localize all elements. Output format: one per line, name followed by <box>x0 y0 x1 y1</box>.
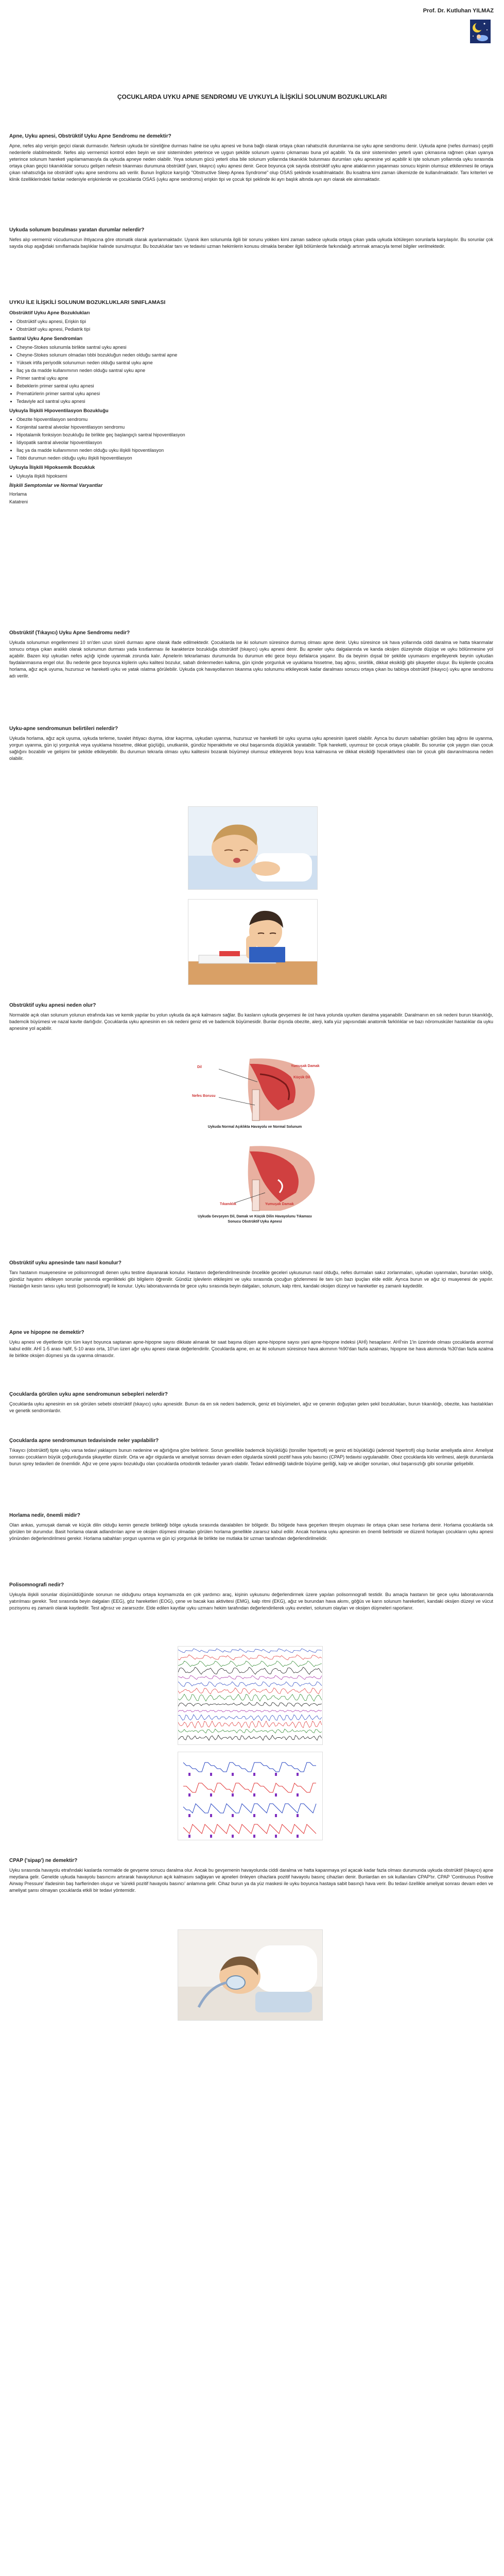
event-marker <box>188 1835 190 1838</box>
section-tedavi <box>9 1437 493 1470</box>
author-name: Prof. Dr. Kutluhan YILMAZ <box>423 8 494 14</box>
list-item: • Obstrüktif uyku apnesi, Pediatrik tipi <box>16 326 236 333</box>
group-obstruktif <box>9 310 236 333</box>
list-item: • Konjenital santral alveolar hipoventilasyon sendromu <box>16 424 236 431</box>
label-kucuk-dil: Küçük Dil <box>293 1076 310 1079</box>
moon-logo-icon <box>470 20 491 43</box>
event-marker <box>297 1835 299 1838</box>
event-marker <box>297 1814 299 1817</box>
polysomnography-tracing-image <box>178 1646 323 1745</box>
event-marker <box>232 1773 234 1776</box>
list-item: • Obstrüktif uyku apnesi, Erişkin tipi <box>16 318 236 325</box>
list-item: Katatreni <box>9 499 28 504</box>
section-paragraph: Olan ankas, yumuşak damak ve küçük dilin olduğu kemin genezle birlikteği bölge uykuda sırasında daralabilen bir bölgedir. Bu bölgede hava geçerken titreşim oluşması ile ortaya çıkan sese horlama denir. Horlama çocuklarda sık görülen bir durumdur. Basit horlama olarak adlandırılan apne ve oksijen düşmesi olmadan görülen horlama genellikle zararsız kabul edilir. Ancak horlama uyku apnesinin en önemli belirtisidir ve düzenli horlayan çocukların uyku apnesi yönünden değerlendirilmesi gerekir. Horlama sabahları yorgun uyanma ve gün içi yorgunluk ile birlikte ise mutlaka bir uzman tarafından değerlendirilmelidir. <box>9 1522 493 1541</box>
event-marker <box>253 1793 255 1797</box>
event-marker <box>253 1835 255 1838</box>
list-item: • Yüksek irtifa periyodik solunumun neden olduğu santral uyku apne <box>16 360 236 366</box>
section-heading: Obstrüktif uyku apnesinde tanı nasıl konulur? <box>9 1260 121 1266</box>
classification-list <box>9 299 236 506</box>
label-dil: Dil <box>197 1065 202 1069</box>
label-yumusak-damak: Yumuşak Damak <box>291 1064 320 1068</box>
event-marker <box>297 1793 299 1797</box>
list-item: • Bebeklerin primer santral uyku apnesi <box>16 383 236 389</box>
section-paragraph: Tıkayıcı (obstrüktif) tipte uyku varsa tedavi yaklaşımı bunun nedenine ve ağırlığına göre belirlenir. Sorun genellikle bademcik büyüklüğü (tonsiller hipertrofi) ve geniz eti büyüklüğü (adenoid hipertrofi) olup bunlar ameliyatla alınır. Ameliyat sonrası çocukların büyük çoğunluğunda şikayetler düzelir. Orta ve ağır olgularda ve ameliyat sonrası devam eden olgularda sürekli pozitif hava yolu basıncı (CPAP) tedavisi uygulanabilir. Obez çocuklarda kilo verilmesi, alerjik durumlarda burun sprey tedavileri de önemlidir. Ağız ve çene yapısı bozukluğu olan çocuklarda ortodontik tedaviler yararlı olabilir. Tedavi edilmediği takdirde büyüme geriliği, kalp ve akciğer sorunları, okul başarısızlığı gibi sorunlar gelişebilir. <box>9 1447 493 1466</box>
group-title: Uykuyla İlişkili Hipoventilasyon Bozukluğu <box>9 408 109 414</box>
group-hipoventilasyon <box>9 408 236 462</box>
figure-caption: Uykuda Normal Açıklıkta Havayolu ve Normal Solunum <box>207 1125 302 1129</box>
event-marker <box>188 1814 190 1817</box>
section-osas-nedir <box>9 630 493 683</box>
section-tani <box>9 1260 493 1293</box>
tired-child-image <box>188 899 318 985</box>
section-heading: Apne ve hipopne ne demektir? <box>9 1330 84 1335</box>
list-item: • İdiyopatik santral alveolar hipoventilasyon <box>16 439 236 446</box>
section-heading: Polisomnografi nedir? <box>9 1582 64 1588</box>
section-heading: Obstrüktif uyku apnesi neden olur? <box>9 1003 96 1008</box>
section-heading: Apne, Uyku apnesi, Obstrüktif Uyku Apne Sendromu ne demektir? <box>9 133 171 139</box>
list-item: • İlaç ya da madde kullanımının neden olduğu santral uyku apne <box>16 367 236 374</box>
list-item: • Tıbbi durumun neden olduğu uyku ilişkili hipoventilasyon <box>16 455 236 462</box>
section-paragraph: Uykuda solunumun engellenmesi 10 sn'den uzun süreli durması apne olarak ifade edilmektedir. Çocuklarda ise iki solunum süresince durmuş olması apne denir. Uyku süresince sık hava yollarında ciddi daralma ve hatta tıkanmalar sonucu ortaya çıkan aralıklı olarak solunumun durması yada kısıtlanması ile karakterize bozukluğa obstrüktif (tıkayıcı) uyku apnesi denir. Bu apneler uyku dalgalarında ve kanda oksijen düzeyinde düşüşe ve uyku bölünmesine yol açabilir. Bazen kişi uykudan nefes açlığı içinde uyanmak zorunda kalır. Apnelerin tekrarlaması durumunda bu durumun etki gece boyu defalarca yaşanır. Bu da beyinin dışsal bir şekilde uyumasını engelleyerek beynin uykudan faydalanmasına engel olur. Bu nedenle gece boyunca kişilerin uyku kalitesi bozulur, sabah dinlenmeden kalkma, gün içinde yorgunluk ve uyuklama hissetme, baş ağrısı, sinirlilik, dikkat eksikliği gibi şikayetler oluşur. Bu kişilerde çocukta horlama, ağız açık uyuma, huzursuz ve hareketli uyku ve yatak ıslatma görülebilir. Uykuda çok havayollarının tıkanma uyku solunumu etkileyecek kadar daralması sonucu ortaya çıkan bu tabloya obstrüktif (tıkayıcı) uyku apne sendromu adı verilir. <box>9 639 493 679</box>
event-marker <box>297 1773 299 1776</box>
section-paragraph: Tanı hastanın muayenesine ve polisomnografi denen uyku testine dayanarak konulur. Hastanın değerlendirilmesinde öncelikle geceleri uykusunun nasıl olduğu, nefes durmaları sakız zorlanmaları, uykudan uyanmaları, burunları sıklığı, gündüz hayatını etkileyen sorunlar yanında ergenlikteki gibi bilgilerin öğrenilir. Gündüz işlevlerin etkileşimi ve uyku sırasında çocuğun gözlenmesi ile tanı için bazı ipuçları elde edilir. Ayrıca burun ve ağız içi muayenesi de yapılır. Hastalığın kesin tanısı uyku testi (polisomnografi) ile konulur. Uyku laboratuvarında bir gece uyku sırasında beyin dalgaları, solunum, kalp ritmi, kandaki oksijen düzeyi ve hareketler eş zamanlı kaydedilir. <box>9 1269 493 1289</box>
event-marker <box>253 1814 255 1817</box>
section-apne-hipopne <box>9 1329 493 1362</box>
section-heading: Horlama nedir, önemli midir? <box>9 1513 80 1518</box>
list-item: • Cheyne-Stokes solunumla birlikte santral uyku apnesi <box>16 344 236 351</box>
section-heading: Uyku-apne sendromunun belirtileri nelerdir? <box>9 726 118 732</box>
event-marker <box>232 1835 234 1838</box>
section-heading: Çocuklarda görülen uyku apne sendromunun sebepleri nelerdir? <box>9 1392 168 1397</box>
figure-caption: Uykuda Gevşeyen Dil, Damak ve Küçük Dilin Havayolunu Tıkaması Sonucu Obstrüktif Uyku Apnesi <box>198 1215 312 1224</box>
list-item: • Hipotalamik fonksiyon bozukluğu ile birlikte geç başlangıçlı santral hipoventilasyon <box>16 432 236 438</box>
section-paragraph: Uyku sırasında havayolu etrafındaki kaslarda normalde de gevşeme sonucu daralma olur. Ancak bu gevşemenin havayolunda ciddi daralma ve hatta kapanmaya yol açacak kadar fazla olması durumunda uykuda obstrüktif (tıkayıcı) apne meydana gelir. Genelde uykuda havayolu basıncını artırarak havayolunun açık kalmasını sağlayan ve apneleri önleyen cihazlara pozitif havayolu basınç cihazları denir. Bunlardan en sık kullanılanı CPAP'tır. CPAP 'Continuous Positive Airway Pressure' ifadesinin baş harflerinden oluşur ve 'sürekli pozitif havayolu basıncı' anlamına gelir. Cihaz burun ya da yüz maskesi ile uyku boyunca hastaya sabit basınçlı hava verir. Bu tedavi özellikle ameliyat sonrası devam eden ve ameliyat şansı olmayan çocuklarda etkili bir tedavi yöntemidir. <box>9 1867 493 1893</box>
list-item: • Primer santral uyku apne <box>16 375 236 382</box>
section-apne-tanim <box>9 133 493 186</box>
group-hipoksemik <box>9 464 236 480</box>
event-marker <box>210 1793 212 1797</box>
event-marker <box>210 1835 212 1838</box>
list-item: • Prematürlerin primer santral uyku apnesi <box>16 391 236 397</box>
section-solunum-bozulmasi <box>9 227 493 253</box>
list-item: • Uykuyla ilişkili hipoksemi <box>16 473 236 480</box>
event-marker <box>275 1773 277 1776</box>
group-title: İlişkili Semptomlar ve Normal Varyantlar <box>9 483 103 489</box>
section-paragraph: Uykuyla ilişkili sorunlar düşünüldüğünde sorunun ne olduğunu ortaya koymamızda en çok yardımcı araç, kişinin uykusunu değerlendirmek üzere yapılan polisomnografi testidir. Bu amaçla hastanın bir gece uyku laboratuvarında yatırılması gerekir. Test sırasında beyin dalgaları (EEG), göz hareketleri (EOG), çene ve bacak kas aktivitesi (EMG), kalp ritmi (EKG), ağız ve burundan hava akımı, göğüs ve karın solunum hareketleri, kandaki oksijen düzeyi ve vücut pozisyonu eş zamanlı olarak kaydedilir. Test ağrısız ve zararsızdır. Elde edilen kayıtlar uyku uzmanı hekim tarafından değerlendirilerek uyku evreleri, solunum olayları ve oksijen düşmeleri raporlanır. <box>9 1591 493 1611</box>
section-paragraph: Nefes alıp vermemiz vücudumuzun ihtiyacına göre otomatik olarak ayarlanmaktadır. Uyanık iken solunumla ilgili bir sorunu yokken kimi zaman sadece uykuda ortaya çıkan yada uykuda kötüleşen sorunlarla karşılaşılır. Bu sorunlar çok sayıda olup aşağıdaki sınıflamada başlıklar halinde sunulmuştur. Bu bozukluklar tanı ve tedavisi uzman hekimlerin konusu olmakla beraber ilgili bölümlerde farkındalığı artırmak amacıyla temel bilgiler verilmektedir. <box>9 236 493 249</box>
event-marker <box>232 1793 234 1797</box>
list-item: • İlaç ya da madde kullanımının neden olduğu uyku ilişkili hipoventilasyon <box>16 447 236 454</box>
event-marker <box>210 1773 212 1776</box>
list-item: • Cheyne-Stokes solunum olmadan tıbbi bozukluğun neden olduğu santral apne <box>16 352 236 359</box>
event-marker <box>275 1793 277 1797</box>
section-paragraph: Çocuklarda uyku apnesinin en sık görülen sebebi obstrüktif (tıkayıcı) uyku apnesidir. Bunun da en sık nedeni bademcik, geniz eti büyümeleri, ağız ve çenenin doğuştan gelen şekil bozuklukları, burun tıkanıklığı, obezite, kas hastalıkları ve genetik sendromlardır. <box>9 1401 493 1413</box>
event-marker <box>275 1814 277 1817</box>
page-title: ÇOCUKLARDA UYKU APNE SENDROMU VE UYKUYLA İLİŞKİLİ SOLUNUM BOZUKLUKLARI <box>117 93 387 100</box>
section-belirtiler <box>9 725 493 765</box>
classification-heading: UYKU İLE İLİŞKİLİ SOLUNUM BOZUKLUKLARI SINIFLAMASI <box>9 299 166 306</box>
airway-obstructed-diagram <box>188 1141 322 1231</box>
sleeping-child-image <box>188 806 318 890</box>
section-cpap <box>9 1857 493 1897</box>
section-heading: Uykuda solunum bozulması yaratan durumlar nelerdir? <box>9 227 145 233</box>
event-marker <box>232 1814 234 1817</box>
group-santral <box>9 335 236 405</box>
event-marker <box>275 1835 277 1838</box>
event-marker <box>210 1814 212 1817</box>
cpap-child-image <box>178 1929 323 2021</box>
airway-normal-diagram <box>188 1054 322 1131</box>
section-polisomnografi <box>9 1582 493 1615</box>
graph-background <box>178 1752 322 1840</box>
section-heading: Çocuklarda apne sendromunun tedavisinde neler yapılabilir? <box>9 1438 159 1444</box>
event-marker <box>188 1773 190 1776</box>
list-item: Horlama <box>9 491 27 497</box>
label-nefes-borusu: Nefes Borusu <box>192 1094 216 1098</box>
event-marker <box>253 1773 255 1776</box>
list-item: • Tedaviyle acil santral uyku apnesi <box>16 398 236 405</box>
group-title: Santral Uyku Apne Sendromları <box>9 336 83 342</box>
section-paragraph: Uykuda horlama, ağız açık uyuma, uykuda terleme, tuvalet ihtiyacı duyma, idrar kaçırma, uykudan uyanma, huzursuz ve hareketli bir uyku uyuma uyku apnesinin işareti olabilir. Ayrıca bu durum sabahları görülen baş ağrısı ile uyanma, yorgun uyanma, gün içi yorgunluk veya uyuklama hissetme, dikkat güçlüğü, unutkanlık, gündüz hiperaktivite ve okul başarısında düşüklük yaratabilir. Tipik hareketli, uyumsuz bir çocuk ortaya çıkabilir. Bu sorunlar çok yaygın olan çocuk sağlığını bozabilir ve gelişimi bir şekilde etkileyebilir. Bu durumun tekrarla olması uyku kalitesini bozarak büyümeyi olumsuz etkileyerek boyu kısa kalmasına ve dikkat eksikliği hiperaktivitesi olan bir çocuk gibi davranılmasına neden olabilir. <box>9 735 493 761</box>
section-sebepler <box>9 1391 493 1417</box>
section-heading: Obstrüktif (Tıkayıcı) Uyku Apne Sendromu nedir? <box>9 630 130 636</box>
section-horlama <box>9 1512 493 1545</box>
label-yumusak-damak: Yumuşak Damak <box>265 1202 294 1206</box>
section-heading: CPAP ('sipap') ne demektir? <box>9 1858 78 1863</box>
group-title: Uykuyla İlişkili Hipoksemik Bozukluk <box>9 465 95 471</box>
label-tikaniklik: Tıkanıklık <box>220 1202 236 1206</box>
list-item: • Obezite hipoventilasyon sendromu <box>16 416 236 423</box>
section-paragraph: Apne, nefes alıp verişin geçici olarak durmasıdır. Nefesin uykuda bir süreliğine durması haline ise uyku apnesi ve buna bağlı olarak ortaya çıkan rahatsızlık durumlarına ise uyku apne sendromu denir. Uykuda apne (nefes durması) çeşitli nedenlerle olabilmektedir. Nefes alıp vermemizi kontrol eden beyin ve sinir sisteminden yeterince ve uygun şekilde solunum uyarısı çıkmaması buna yol açabilir. Ya da sinir sisteminden yeterli uyarı çıkmasına rağmen çıkan uyarıya yeterince solunum hareketi yapılamamasıyla da uykuda apneye neden olabilir. Yeya solunum gücü yeterli olsa bile solunum yollarında tıkanıklık bulunması durumları uyku apnesine yol açabilir ki işte solunum yollarında uyku sırasında ortaya çıkan geçici tıkanıklıklar sonucu gelişen nefesin tıkanması durumuna obstrüktif (yani, tıkayıcı) uyku apnesi denir. Gece boyunca çok sayıda obstrüktif uyku apne ataklarının yaşanması sonucu kişinin olumsuz etkilenmesi ile ortaya çıkan rahatsızlığa ise obstrüktif uyku apne sendromu adı verilir. Bunun İngilizce karşılığı "Obstructive Sleep Apnea Syndrome" olup OSAS şeklinde kısaltılmaktadır. Bu kısaltma kimi zaman ülkemizde de kullanılmaktadır. Tanı kriterleri ve klinik özelliklerindeki farklar nedeniyle erişkinlerde ve çocuklarda OSAS (uyku apne sendromu) erişkin tipi ve çocuk tipi şeklinde iki ayrı başlık altında ayrı ayrı olarak ele alınmaktadır. <box>9 143 493 182</box>
section-nedenler <box>9 1002 493 1035</box>
hypnogram-graph-image <box>178 1752 323 1840</box>
section-paragraph: Uyku apnesi ve diyetlerde için tüm kayıt boyunca saptanan apne-hipopne sayısı dikkate alınarak bir saat başına düşen apne-hipopne sayısı yani apne-hipopne indeksi (AHİ) hesaplanır. AHİ'nin 1'in üzerinde olması çocuklarda anormal kabul edilir. AHİ 1-5 arası hafif, 5-10 arası orta, 10'un üzeri ağır uyku apnesi olarak değerlendirilir. Çocuklarda apne, en az iki solunum süresince hava akımının %90'dan fazla azalması, hipopne ise hava akımında %30'dan fazla azalma ile birlikte oksijen düşmesi ya da uyanma olmasıdır. <box>9 1339 493 1358</box>
group-title: Obstrüktif Uyku Apne Bozuklukları <box>9 310 90 316</box>
event-marker <box>188 1793 190 1797</box>
section-paragraph: Normalde açık olan solunum yolunun etrafında kas ve kemik yapılar bu yolun uykuda da açık kalmasını sağlar. Bu kasların uykuda gevşemesi ile üst hava yolunda uyurken daralma yaşanabilir. Daralmanın en sık nedeni burun tıkanıklığı, bademcik büyümesi ve nazal kavite darlığıdır. Çocuklarda uyku apnesinin en sık nedeni geniz eti ve bademcik büyümesidir. Bunlar dışında obezite, alerji, kafa yüz yapısındaki anatomik farklılıklar ve bazı nöromusküler hastalıklar da uyku apnesine yol açabilir. <box>9 1012 493 1031</box>
